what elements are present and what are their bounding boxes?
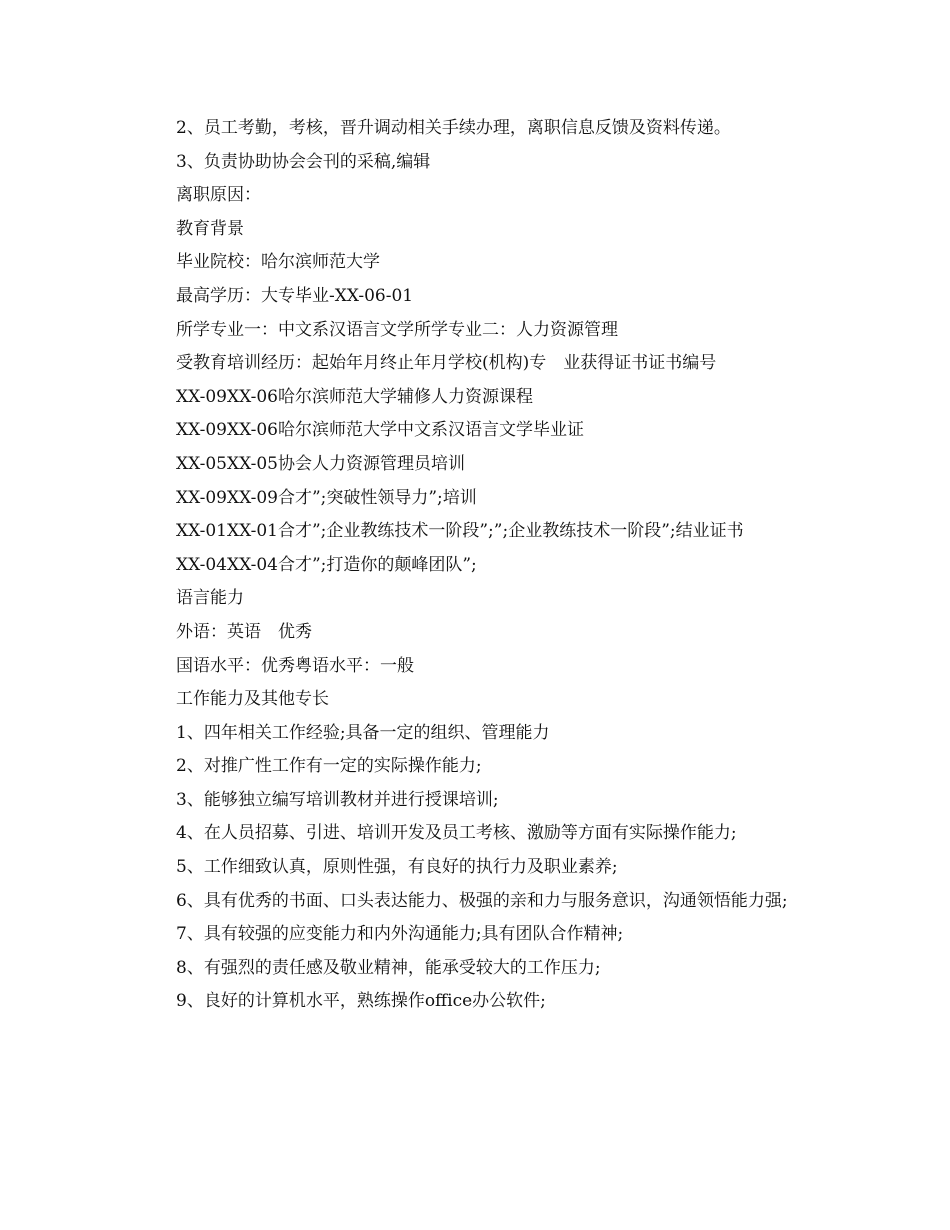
section-heading-skills: 工作能力及其他专长 <box>176 689 329 710</box>
document-body <box>140 112 820 1019</box>
paragraph: 毕业院校：哈尔滨师范大学 <box>176 252 380 273</box>
list-item: 6、具有优秀的书面、口头表达能力、极强的亲和力与服务意识，沟通领悟能力强; <box>176 890 788 911</box>
list-item: 8、有强烈的责任感及敬业精神，能承受较大的工作压力; <box>176 957 601 978</box>
section-heading-language: 语言能力 <box>176 588 244 609</box>
paragraph: XX-04XX-04合才”;打造你的颠峰团队”; <box>176 554 477 575</box>
list-item: 3、能够独立编写培训教材并进行授课培训; <box>176 789 499 810</box>
paragraph: 外语：英语 优秀 <box>176 621 312 642</box>
list-item: 7、具有较强的应变能力和内外沟通能力;具有团队合作精神; <box>176 924 624 945</box>
paragraph: 最高学历：大专毕业-XX-06-01 <box>176 285 414 306</box>
paragraph: XX-09XX-06哈尔滨师范大学辅修人力资源课程 <box>176 386 533 407</box>
list-item: 2、对推广性工作有一定的实际操作能力; <box>176 756 482 777</box>
paragraph: 受教育培训经历：起始年月终止年月学校(机构)专 业获得证书证书编号 <box>176 353 717 374</box>
paragraph: XX-01XX-01合才”;企业教练技术一阶段”;”;企业教练技术一阶段”;结业证书 <box>176 521 744 542</box>
paragraph: 离职原因： <box>176 185 261 206</box>
list-item: 9、良好的计算机水平，熟练操作office办公软件; <box>176 991 546 1012</box>
list-item: 1、四年相关工作经验;具备一定的组织、管理能力 <box>176 722 550 743</box>
paragraph: 国语水平：优秀粤语水平：一般 <box>176 655 414 676</box>
paragraph: XX-05XX-05协会人力资源管理员培训 <box>176 453 465 474</box>
paragraph: 所学专业一：中文系汉语言文学所学专业二：人力资源管理 <box>176 319 618 340</box>
paragraph: XX-09XX-06哈尔滨师范大学中文系汉语言文学毕业证 <box>176 420 584 441</box>
section-heading-education: 教育背景 <box>176 218 244 239</box>
paragraph: 2、员工考勤，考核，晋升调动相关手续办理，离职信息反馈及资料传递。 <box>176 118 731 138</box>
paragraph: 3、负责协助协会会刊的采稿,编辑 <box>176 151 431 172</box>
list-item: 4、在人员招募、引进、培训开发及员工考核、激励等方面有实际操作能力; <box>176 823 737 844</box>
list-item: 5、工作细致认真，原则性强，有良好的执行力及职业素养; <box>176 857 618 878</box>
paragraph: XX-09XX-09合才”;突破性领导力”;培训 <box>176 487 477 508</box>
